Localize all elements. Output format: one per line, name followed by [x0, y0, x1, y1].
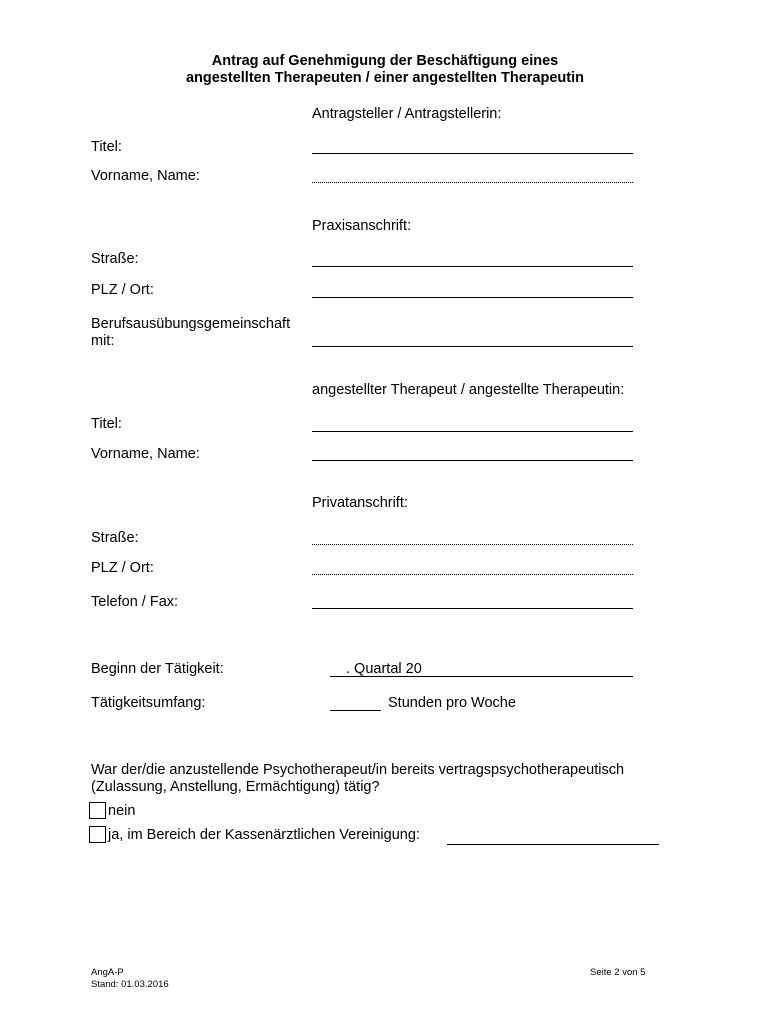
option-yes-label: ja, im Bereich der Kassenärztlichen Vereinigung:	[108, 827, 420, 843]
private-city-label: PLZ / Ort:	[91, 560, 154, 576]
start-quarter-text: . Quartal 20	[346, 661, 422, 677]
practice-street-label: Straße:	[91, 251, 139, 267]
form-date: Stand: 01.03.2016	[91, 979, 169, 990]
kv-region-field[interactable]	[447, 826, 659, 845]
applicant-heading: Antragsteller / Antragstellerin:	[312, 106, 502, 122]
option-no-label: nein	[108, 803, 136, 819]
private-street-label: Straße:	[91, 530, 139, 546]
applicant-name-label: Vorname, Name:	[91, 168, 200, 184]
private-address-heading: Privatanschrift:	[312, 495, 408, 511]
option-no-checkbox[interactable]	[89, 802, 106, 819]
scope-label: Tätigkeitsumfang:	[91, 695, 206, 711]
applicant-name-field[interactable]	[312, 164, 633, 183]
employee-name-label: Vorname, Name:	[91, 446, 200, 462]
applicant-title-field[interactable]	[312, 135, 633, 154]
phone-fax-field[interactable]	[312, 590, 633, 609]
hours-per-week-suffix: Stunden pro Woche	[388, 695, 516, 711]
practice-city-field[interactable]	[312, 279, 633, 298]
start-quarter-field[interactable]	[330, 658, 633, 677]
employee-title-field[interactable]	[312, 413, 633, 432]
start-date-label: Beginn der Tätigkeit:	[91, 661, 224, 677]
question-line-1: War der/die anzustellende Psychotherapeut/in bereits vertragspsychotherapeutisch	[91, 762, 625, 778]
employee-title-label: Titel:	[91, 416, 122, 432]
question-line-2: (Zulassung, Anstellung, Ermächtigung) tätig?	[91, 779, 380, 795]
document-title-line-1: Antrag auf Genehmigung der Beschäftigung eines	[211, 53, 559, 69]
practice-city-label: PLZ / Ort:	[91, 282, 154, 298]
form-id: AngA-P	[91, 967, 124, 978]
partnership-label-line-2: mit:	[91, 333, 115, 349]
practice-street-field[interactable]	[312, 248, 633, 267]
private-city-field[interactable]	[312, 556, 633, 575]
private-street-field[interactable]	[312, 526, 633, 545]
page-number: Seite 2 von 5	[590, 967, 646, 978]
employee-heading: angestellter Therapeut / angestellte Therapeutin:	[312, 382, 625, 398]
hours-per-week-field[interactable]	[330, 692, 381, 711]
practice-address-heading: Praxisanschrift:	[312, 218, 412, 234]
partnership-label-line-1: Berufsausübungsgemeinschaft	[91, 316, 291, 332]
applicant-title-label: Titel:	[91, 139, 122, 155]
phone-fax-label: Telefon / Fax:	[91, 594, 179, 610]
employee-name-field[interactable]	[312, 442, 633, 461]
document-title-line-2: angestellten Therapeuten / einer angestellten Therapeutin	[185, 70, 585, 86]
partnership-field[interactable]	[312, 328, 633, 347]
option-yes-checkbox[interactable]	[89, 826, 106, 843]
